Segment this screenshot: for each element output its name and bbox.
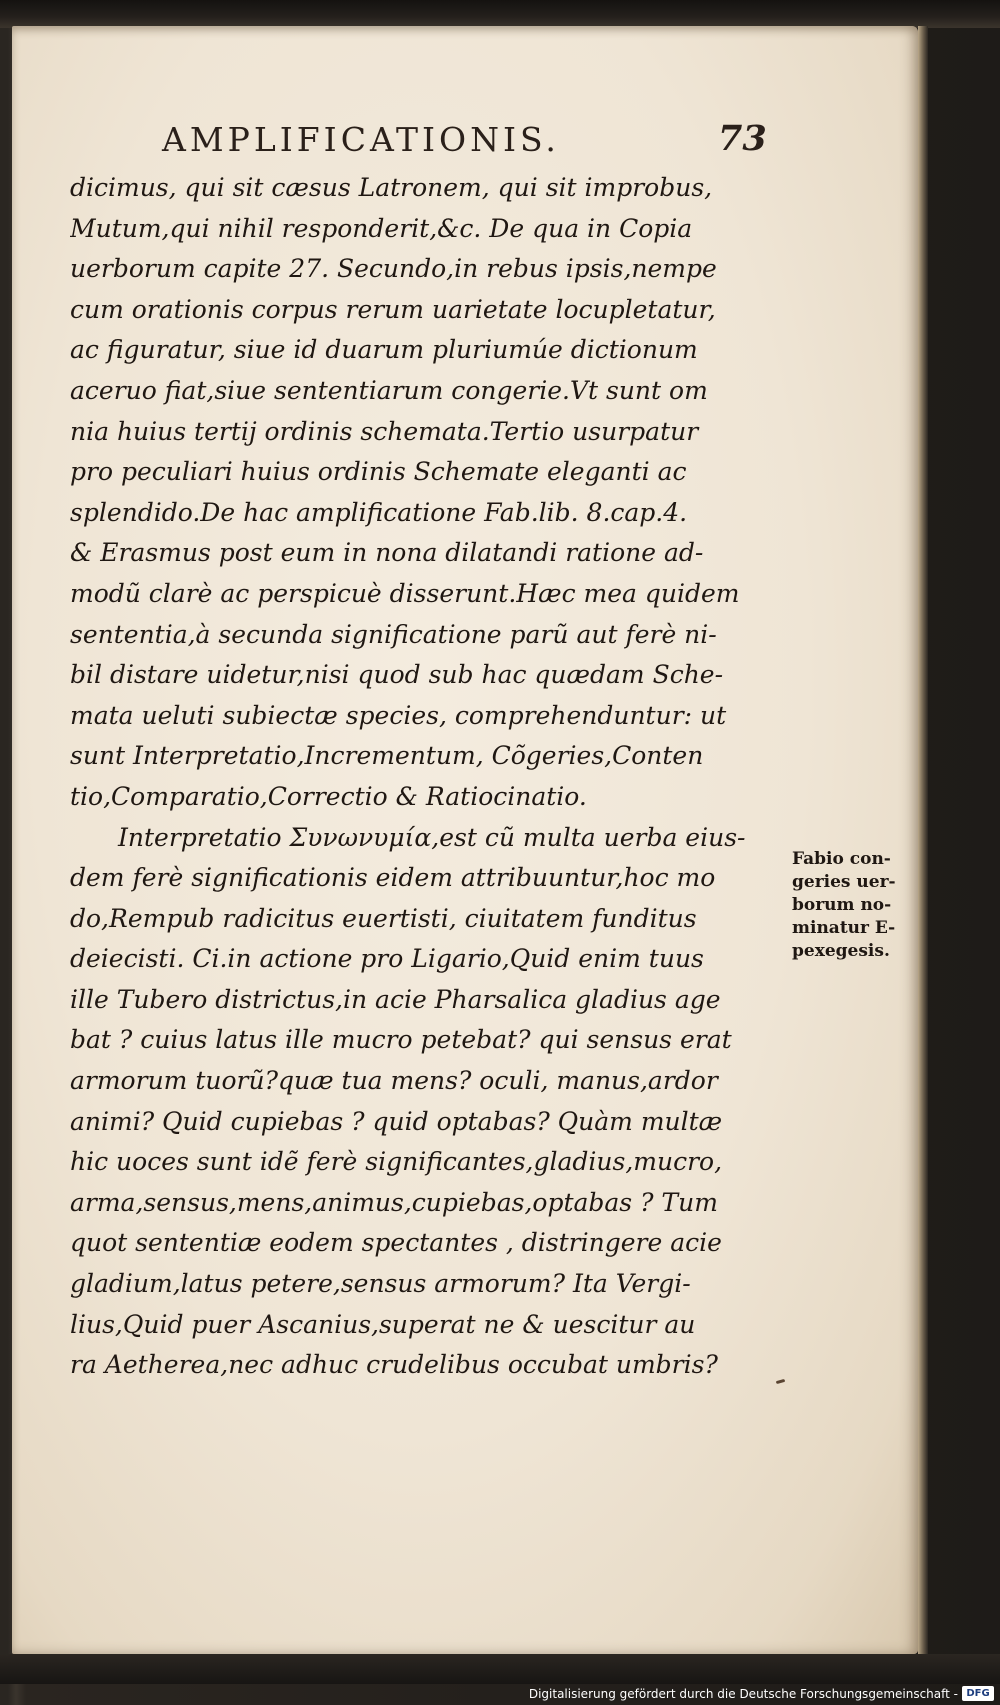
text-line: pro peculiari huius ordinis Schemate eleganti ac — [70, 457, 687, 487]
marginal-note-line: borum no- — [792, 895, 892, 915]
text-line: animi? Quid cupiebas ? quid optabas? Quàm multæ — [70, 1106, 723, 1136]
text-line: sententia,à secunda significatione parũ aut ferè ni- — [70, 619, 717, 649]
text-line: arma,sensus,mens,animus,cupiebas,optabas ? Tum — [70, 1187, 718, 1217]
text-line: deiecisti. Ci.in actione pro Ligario,Quid enim tuus — [70, 944, 704, 974]
body-text — [70, 168, 790, 1386]
book-page — [12, 26, 918, 1654]
text-line: tio,Comparatio,Correctio & Ratiocinatio. — [70, 781, 587, 811]
text-line: nia huius tertij ordinis schemata.Tertio usurpatur — [70, 416, 699, 446]
text-line: dem ferè significationis eidem attribuuntur,hoc mo — [70, 863, 716, 893]
text-line: gladium,latus petere,sensus armorum? Ita Vergi- — [70, 1269, 691, 1299]
marginal-note-line: Fabio con- — [792, 849, 891, 869]
digitization-credit: Digitalisierung gefördert durch die Deutsche Forschungsgemeinschaft - — [528, 1687, 958, 1701]
text-line: quot sententiæ eodem spectantes , distringere acie — [70, 1228, 722, 1258]
text-line: Mutum,qui nihil responderit,&c. De qua in Copia — [70, 213, 693, 243]
text-line: splendido.De hac amplificatione Fab.lib. 8.cap.4. — [70, 497, 688, 527]
text-line: armorum tuorũ?quæ tua mens? oculi, manus,ardor — [70, 1066, 718, 1096]
page-fore-edge — [918, 26, 928, 1654]
text-line: & Erasmus post eum in nona dilatandi ratione ad- — [70, 538, 704, 568]
text-line: uerborum capite 27. Secundo,in rebus ipsis,nempe — [70, 254, 717, 284]
text-line: mata ueluti subiectæ species, comprehenduntur: ut — [70, 700, 727, 730]
page-number: 73 — [718, 118, 767, 159]
dfg-logo: DFG — [962, 1686, 994, 1701]
book-bottom-edge — [0, 1654, 1000, 1684]
text-line: hic uoces sunt idẽ ferè significantes,gladius,mucro, — [70, 1147, 723, 1177]
text-line: dicimus, qui sit cæsus Latronem, qui sit improbus, — [70, 173, 713, 202]
marginal-note-line: pexegesis. — [792, 941, 890, 961]
text-line: bat ? cuius latus ille mucro petebat? qui sensus erat — [70, 1025, 732, 1055]
text-line: bil distare uidetur,nisi quod sub hac quædam Sche- — [70, 660, 724, 690]
text-line: ac figuratur, siue id duarum pluriumúe dictionum — [70, 335, 698, 365]
text-line: ra Aetherea,nec adhuc crudelibus occubat umbris? — [70, 1350, 718, 1380]
text-line: sunt Interpretatio,Incrementum, Cõgeries,Conten — [70, 741, 704, 771]
running-head: AMPLIFICATIONIS. — [162, 120, 560, 159]
text-line: ille Tubero districtus,in acie Pharsalica gladius age — [70, 984, 721, 1014]
book-top-edge — [0, 0, 1000, 28]
marginal-note-line: geries uer- — [792, 872, 896, 892]
marginal-note — [792, 848, 917, 963]
marginal-note-line: minatur E- — [792, 918, 896, 938]
text-line: do,Rempub radicitus euertisti, ciuitatem funditus — [70, 903, 697, 933]
text-line: lius,Quid puer Ascanius,superat ne & uescitur au — [70, 1309, 696, 1339]
text-line: cum orationis corpus rerum uarietate locupletatur, — [70, 294, 716, 324]
text-line: aceruo fiat,siue sententiarum congerie.Vt sunt om — [70, 375, 708, 405]
text-line: modũ clarè ac perspicuè disserunt.Hæc mea quidem — [70, 578, 740, 608]
paragraph-first-line: Interpretatio Συνωνυμία,est cũ multa uerba eius- — [118, 822, 746, 852]
